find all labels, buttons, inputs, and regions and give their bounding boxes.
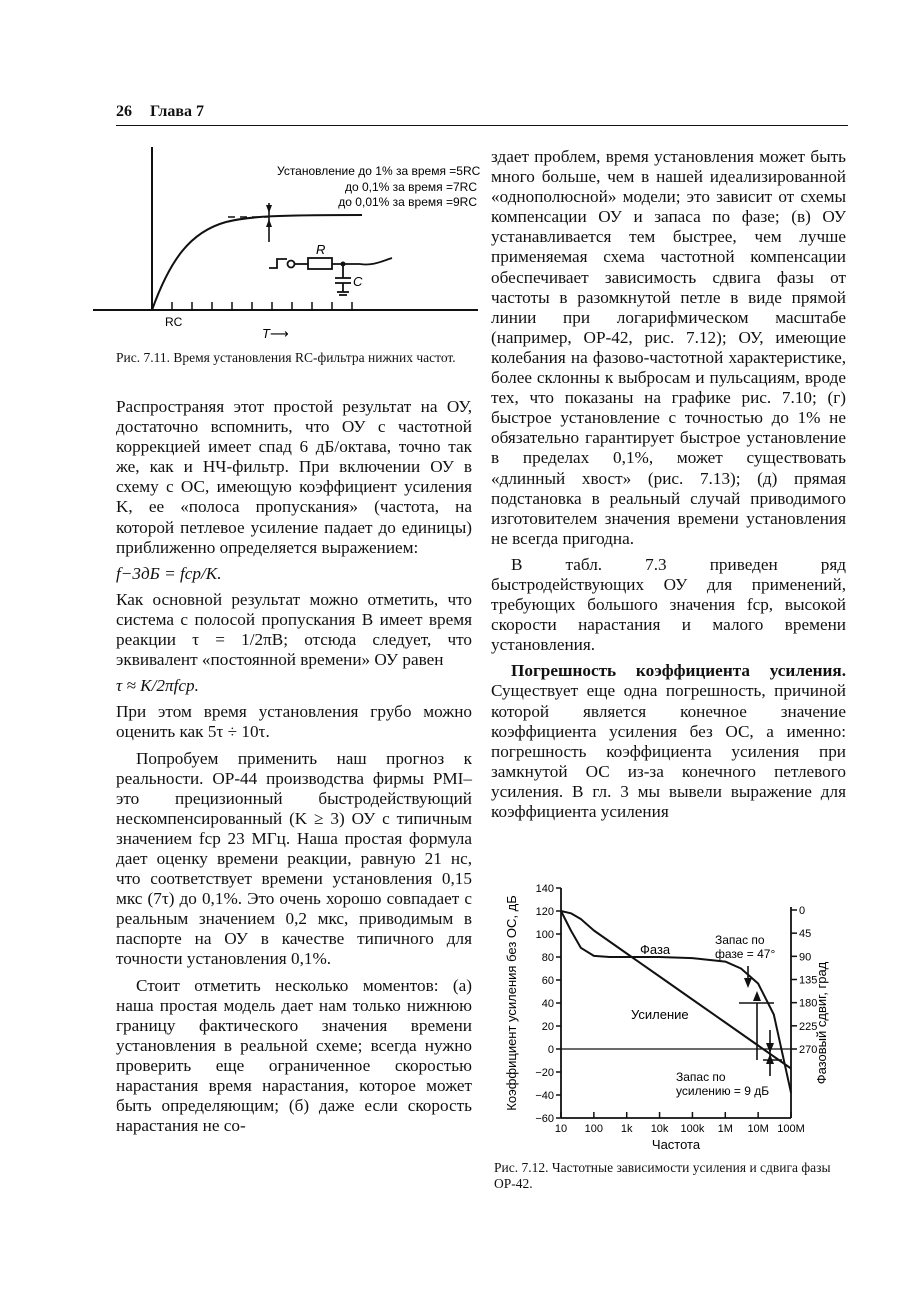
phase-margin-label-2: фазе = 47° [715,947,776,961]
left-paragraph-4: Попробуем применить наш прогноз к реальности. ОР-44 производства фирмы PMI–это прецизионный быстродействующий нескомпенсированный (K ≥ 3) ОУ с типичным значением fср 23 МГц. Наша простая формула дает оценку времени реакции, равную 21 нс, что соответствует времени установления 0,15 мкс (7τ) до 0,1%. Это очень хорошо совпадает с реальным значением 0,2 мкс, приводимым в паспорте на ОУ в качестве типичного для точности установления 0,1%. [116,748,472,969]
y-tick-label: 100 [535,929,554,941]
y-tick-label: −20 [535,1067,554,1079]
y-tick-label: 40 [541,998,554,1010]
y-tick-label: 20 [541,1021,554,1033]
formula-bandwidth: f−3дБ = fср/K. [116,563,222,583]
right-paragraph-3-text: Существует еще одна погрешность, причиной которой является конечное значение коэффициента усиления без ОС, а именно: погрешность коэффициента усиления при замкнутой ОС из-за конечного петлевого усиления. В гл. 3 мы вывели выражение для коэффициента усиления [491,681,846,821]
left-paragraph-2: Как основной результат можно отметить, что система с полосой пропускания B имеет время реакции τ = 1/2πB; отсюда следует, что эквивалент «постоянной времени» ОУ равен [116,589,472,670]
y2-tick-label: 180 [799,997,818,1010]
y-axis-label: Коэффициент усиления без ОС, дБ [504,895,519,1111]
settle-001-label: до 0,01% за время =9RC [338,195,477,209]
right-paragraph-2: В табл. 7.3 приведен ряд быстродействующих ОУ для применений, требующих большого значения fср, высокой скорости нарастания и малого времени установления. [491,554,846,655]
left-paragraph-5: Стоит отметить несколько моментов: (а) наша простая модель дает нам только нижнюю границу фактического значения времени установления в реальной схеме; всегда нужно проверить еще ограниченное скоростью нарастания время нарастания, которое может быть определяющим; (б) даже если скорость нарастания не со- [116,975,472,1136]
c-label: C [353,274,363,289]
page-header [116,103,848,126]
phase-series-line [561,911,791,1093]
x-axis-label: Частота [651,1137,701,1152]
y2-tick-label: 270 [799,1044,818,1056]
y-tick-label: −60 [535,1113,554,1125]
gain-series-label: Усиление [631,1007,689,1022]
gain-error-heading: Погрешность коэффициента усиления. [511,661,846,681]
y2-axis-label: Фазовый сдвиг, град [814,961,829,1085]
rc-tick-label: RC [165,315,183,329]
x-tick-label: 10 [554,1123,568,1135]
y-tick-label: 60 [541,975,554,987]
right-column [491,147,846,822]
gain-series-line [561,911,791,1069]
left-paragraph-1: Распространяя этот простой результат на ОУ, достаточно вспомнить, что ОУ с частотной коррекцией имеет спад 6 дБ/октава, точно так же, как и НЧ-фильтр. При включении ОУ в схему с ОС, имеющую коэффициент усиления K, ее «полоса пропускания» (частота, на которой петлевое усиление падает до единицы) приближенно определяется выражением: [116,397,472,557]
figure-7-12-caption: Рис. 7.12. Частотные зависимости усиления и сдвига фазы ОР-42. [494,1160,831,1191]
phase-series-label: Фаза [640,942,671,957]
y-tick-label: 80 [541,952,554,964]
y2-tick-label: 45 [799,928,812,941]
x-tick-label: 10k [650,1123,669,1135]
x-tick-label: 1M [717,1123,733,1135]
fig711-step-response [152,215,362,310]
chapter-title: Глава 7 [150,103,204,120]
x-tick-label: 10M [747,1123,769,1135]
y-tick-label: 140 [535,883,554,895]
x-tick-label: 100k [680,1123,705,1135]
figure-7-11-caption: Рис. 7.11. Время установления RC-фильтра нижних частот. [116,350,456,365]
gain-margin-label-1: Запас по [676,1070,726,1084]
right-paragraph-3 [491,661,846,822]
y2-tick-label: 225 [799,1020,818,1033]
phase-margin-label-1: Запас по [715,933,765,947]
settle-1-label: Установление до 1% за время =5RC [277,164,481,178]
r-label: R [316,242,326,257]
rc-circuit-schematic [269,258,392,295]
y-tick-label: −40 [535,1090,554,1102]
left-column [116,397,472,1136]
t-axis-label: T⟶ [262,326,289,341]
x-tick-label: 100 [584,1123,604,1135]
x-tick-label: 1k [620,1123,633,1135]
gain-margin-label-2: усилению = 9 дБ [676,1084,770,1098]
x-tick-label: 100M [777,1123,805,1135]
left-paragraph-3: При этом время установления грубо можно оценить как 5τ ÷ 10τ. [116,702,472,742]
settle-01-label: до 0,1% за время =7RC [344,180,477,194]
y-tick-label: 0 [547,1044,554,1056]
y2-tick-label: 135 [799,974,818,987]
y2-tick-label: 0 [799,905,806,917]
y2-tick-label: 90 [799,951,812,964]
page-number: 26 [116,103,132,120]
right-paragraph-1: здает проблем, время установления может быть много больше, чем в нашей идеализированной «однополюсной» модели; это зависит от схемы компенсации ОУ и запаса по фазе; (в) ОУ устанавливается тем быстрее, чем лучше применяемая схема частотной компенсации обеспечивает зависимость сдвига фазы от частоты в разомкнутой петле в виде прямой линии при логарифмическом масштабе (например, ОР-42, рис. 7.12); ОУ, имеющие колебания на фазово-частотной характеристике, более склонны к выбросам и пульсациям, вроде тех, что показаны на графике рис. 7.10; (г) быстрое установление с точностью до 1% не обязательно гарантирует быстрое установление в пределах 0,1%, может существовать «длинный хвост» (рис. 7.13); (д) прямая подстановка в реальный случай приводимого изготовителем значения времени установления не всегда пригодна. [491,147,846,548]
y-tick-label: 120 [535,906,554,918]
formula-time-constant: τ ≈ K/2πfср. [116,676,199,696]
